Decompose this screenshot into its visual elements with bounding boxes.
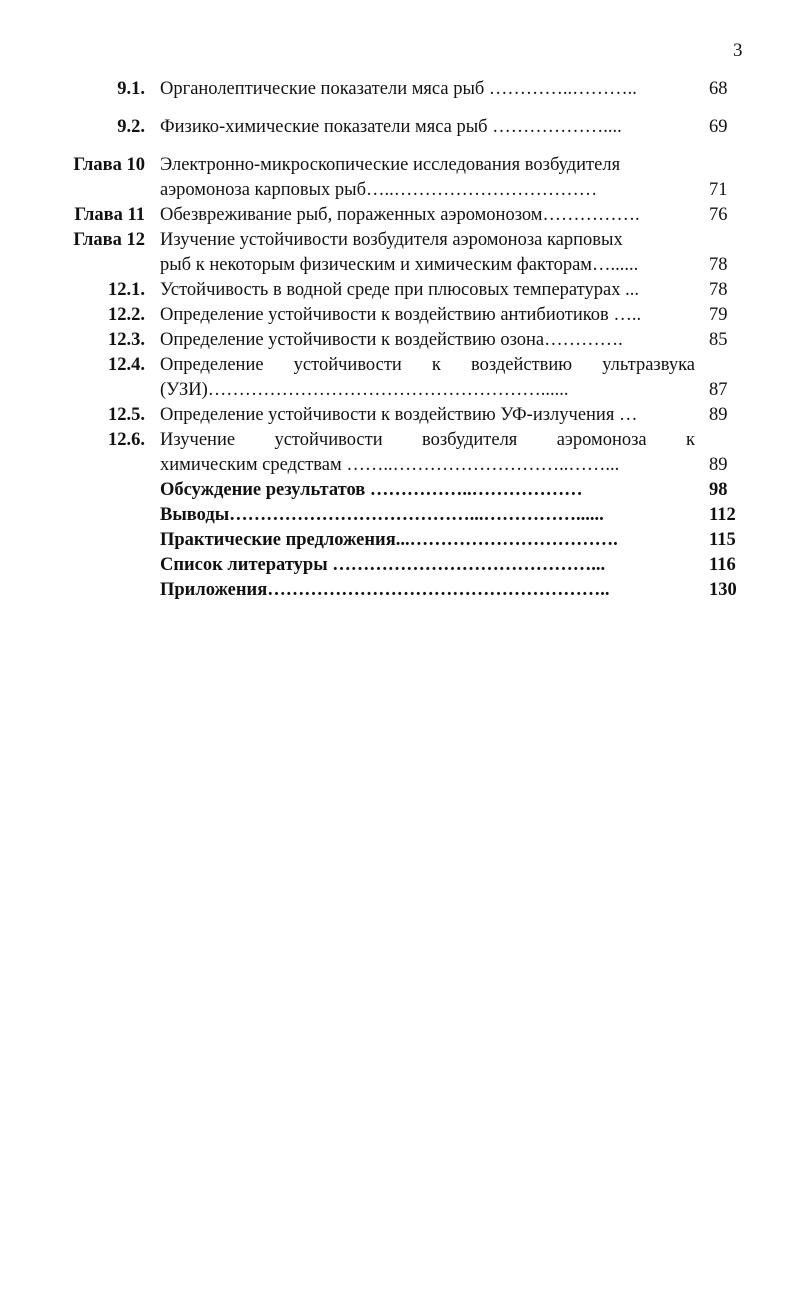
toc-entry-page: 71	[709, 180, 728, 200]
toc-entry-page: 116	[709, 555, 736, 575]
toc-entry-title-line: рыб к некоторым физическим и химическим факторам…......	[160, 255, 639, 275]
toc-entry-number: 12.2.	[108, 305, 145, 325]
toc-entry-title-line: Изучение устойчивости возбудителя аэромоноза к	[160, 430, 695, 450]
toc-entry-title	[160, 428, 695, 478]
toc-entry-title-line: Выводы…………………………………...……………......	[160, 505, 604, 525]
toc-entry-page: 130	[709, 580, 737, 600]
toc-entry-page: 76	[709, 205, 728, 225]
toc-entry-title-line: Определение устойчивости к воздействию антибиотиков …..	[160, 305, 642, 325]
toc-entry-title	[160, 115, 695, 140]
toc-entry[interactable]	[0, 503, 796, 528]
toc-entry-number: 12.6.	[108, 430, 145, 450]
toc-entry[interactable]	[0, 328, 796, 353]
toc-entry-title-line: Обезвреживание рыб, пораженных аэромонозом…………….	[160, 205, 640, 225]
toc-entry-title	[160, 578, 695, 603]
toc-entry-title-line: Определение устойчивости к воздействию озона………….	[160, 330, 623, 350]
toc-entry-page: 78	[709, 255, 728, 275]
toc-entry-title	[160, 303, 695, 328]
toc-entry-page: 87	[709, 380, 728, 400]
toc-entry-page: 98	[709, 480, 728, 500]
toc-entry-number: 12.1.	[108, 280, 145, 300]
toc-entry-title-line: Электронно-микроскопические исследования возбудителя	[160, 155, 621, 175]
toc-entry[interactable]	[0, 303, 796, 328]
toc-entry-page: 85	[709, 330, 728, 350]
toc-entry[interactable]	[0, 278, 796, 303]
toc-entry-title-line: Органолептические показатели мяса рыб …………..………..	[160, 79, 637, 99]
toc-entry-title	[160, 503, 695, 528]
toc-entry-title	[160, 153, 695, 203]
toc-entry-title	[160, 478, 695, 503]
toc-entry-title	[160, 228, 695, 278]
toc-entry[interactable]	[0, 203, 796, 228]
toc-entry[interactable]	[0, 403, 796, 428]
toc-entry-title	[160, 77, 695, 102]
toc-entry[interactable]	[0, 528, 796, 553]
toc-entry-title-line: Список литературы ……………………………………...	[160, 555, 606, 575]
toc-entry[interactable]	[0, 153, 796, 203]
toc-entry-title	[160, 278, 695, 303]
toc-entry-page: 115	[709, 530, 736, 550]
toc-entry-title-line: Физико-химические показатели мяса рыб ………………....	[160, 117, 622, 137]
toc-entry-page: 89	[709, 455, 728, 475]
toc-entry-title	[160, 528, 695, 553]
toc-entry-title-line: химическим средствам ……..………………………..……...	[160, 455, 620, 475]
toc-entry-title	[160, 553, 695, 578]
toc-entry-number: Глава 11	[74, 205, 145, 225]
toc-entry-title	[160, 328, 695, 353]
toc-entry-title-line: Обсуждение результатов ……………..………………	[160, 480, 583, 500]
toc-entry-page: 79	[709, 305, 728, 325]
toc-entry-number: 12.5.	[108, 405, 145, 425]
toc-entry-number: 9.2.	[117, 117, 145, 137]
toc-entry-title-line: Определение устойчивости к воздействию УФ-излучения …	[160, 405, 638, 425]
toc-entry-title	[160, 403, 695, 428]
toc-entry[interactable]	[0, 428, 796, 478]
toc-entry-page: 78	[709, 280, 728, 300]
toc-entry-title-line: аэромоноза карповых рыб…..……………………………	[160, 180, 598, 200]
toc-entry-title-line: Изучение устойчивости возбудителя аэромоноза карповых	[160, 230, 623, 250]
toc-entry-number: 12.3.	[108, 330, 145, 350]
toc-entry[interactable]	[0, 115, 796, 140]
toc-entry-title-line: Определение устойчивости к воздействию ультразвука	[160, 355, 695, 375]
page-number: 3	[733, 40, 743, 61]
toc-entry-title	[160, 203, 695, 228]
toc-entry-number: Глава 10	[73, 155, 145, 175]
toc-entry-title-line: Устойчивость в водной среде при плюсовых температурах ...	[160, 280, 639, 300]
toc-entry[interactable]	[0, 578, 796, 603]
toc-entry-page: 68	[709, 79, 728, 99]
toc-entry-title-line: (УЗИ)………………………………………………......	[160, 380, 569, 400]
toc-entry-title	[160, 353, 695, 403]
toc-entry[interactable]	[0, 77, 796, 102]
toc-entry-title-line: Приложения………………………………………………..	[160, 580, 610, 600]
toc-entry-page: 69	[709, 117, 728, 137]
toc-entry-title-line: Практические предложения...…………………………….	[160, 530, 618, 550]
toc-entry-page: 112	[709, 505, 736, 525]
toc-entry[interactable]	[0, 353, 796, 403]
toc-entry-number: 12.4.	[108, 355, 145, 375]
toc-entry[interactable]	[0, 553, 796, 578]
toc-entry[interactable]	[0, 228, 796, 278]
table-of-contents	[0, 77, 796, 603]
toc-entry[interactable]	[0, 478, 796, 503]
toc-entry-number: Глава 12	[73, 230, 145, 250]
toc-entry-page: 89	[709, 405, 728, 425]
toc-entry-number: 9.1.	[117, 79, 145, 99]
